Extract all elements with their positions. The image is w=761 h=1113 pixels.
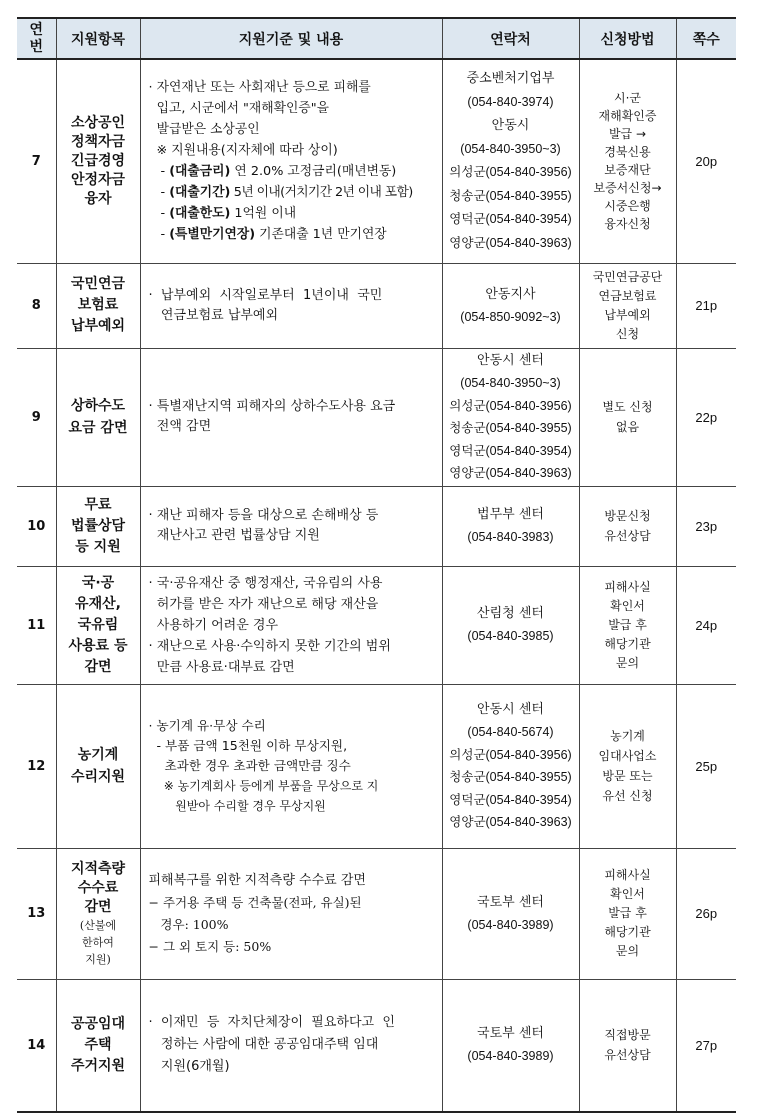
item-line: 소상공인 — [70, 114, 126, 131]
method-line: 피해사실 — [604, 579, 651, 594]
table-row — [17, 348, 736, 486]
method-line: 유선 신청 — [602, 789, 653, 803]
desc-line: 연금보험료 납부예외 — [148, 307, 279, 323]
header-method: 신청방법 — [579, 18, 676, 59]
header-row — [17, 18, 736, 59]
row-contact — [442, 59, 579, 263]
contact-line: 중소벤처기업부 — [466, 71, 555, 87]
row-method — [579, 848, 676, 979]
method-line: 보증서신청→ — [593, 181, 662, 196]
row-item — [56, 979, 140, 1112]
row-description — [140, 566, 442, 684]
desc-line — [149, 161, 436, 182]
contact-line: 안동시 센터 — [477, 352, 544, 368]
item-line: 등 지원 — [75, 538, 121, 555]
contact-line: 의성군(054-840-3956) — [449, 747, 572, 762]
desc-line — [149, 182, 436, 203]
method-line: 유선상담 — [604, 1048, 651, 1063]
item-note-line: 한하여 — [82, 935, 114, 949]
row-description — [140, 979, 442, 1112]
row-page: 21p — [676, 263, 736, 348]
method-line: 발급 후 — [608, 617, 647, 632]
contact-line: 산림청 센터 — [477, 606, 544, 621]
desc-line: · 재난으로 사용·수익하지 못한 기간의 범위 — [148, 638, 391, 654]
row-number: 9 — [17, 348, 56, 486]
row-contact — [442, 566, 579, 684]
row-description — [140, 848, 442, 979]
table-row — [17, 59, 736, 263]
desc-line: 지원(6개월) — [148, 1059, 230, 1075]
row-item — [56, 486, 140, 566]
contact-line: 안동시 센터 — [477, 701, 544, 717]
item-line: 보험료 — [77, 297, 119, 313]
contact-line: 청송군(054-840-3955) — [449, 188, 572, 203]
term-detail: 기존대출 1년 만기연장 — [255, 227, 387, 243]
desc-line: · 재난 피해자 등을 대상으로 손해배상 등 — [148, 508, 379, 523]
row-number: 11 — [17, 566, 56, 684]
desc-line: · 납부예외 시작일로부터 1년이내 국민 — [148, 287, 383, 303]
method-line: 문의 — [615, 944, 640, 958]
item-line: 요금 감면 — [68, 420, 128, 436]
contact-line: 국토부 센터 — [477, 1026, 544, 1042]
contact-line: 의성군(054-840-3956) — [449, 165, 572, 180]
item-note-line: 지원) — [85, 952, 111, 966]
contact-line: (054-840-3989) — [467, 1049, 554, 1064]
contact-line: (054-840-3950~3) — [460, 141, 561, 156]
desc-line: 만큼 사용료·대부료 감면 — [148, 659, 295, 675]
row-contact — [442, 684, 579, 848]
item-line: 유재산, — [75, 595, 121, 612]
item-line: 감면 — [84, 898, 112, 915]
term: (대출한도) — [169, 206, 231, 222]
term-detail: 1억원 이내 — [230, 206, 297, 222]
row-number: 14 — [17, 979, 56, 1112]
header-contact: 연락처 — [442, 18, 579, 59]
method-line: 임대사업소 — [598, 749, 657, 763]
row-description — [140, 263, 442, 348]
contact-line: 청송군(054-840-3955) — [449, 421, 572, 435]
contact-line: 영덕군(054-840-3954) — [449, 792, 572, 807]
desc-line: ※ 지원내용(지자체에 따라 상이) — [156, 143, 338, 159]
item-line: 감면 — [84, 658, 112, 675]
item-note-line: (산불에 — [79, 918, 117, 932]
row-contact — [442, 486, 579, 566]
header-item: 지원항목 — [56, 18, 140, 59]
row-contact — [442, 348, 579, 486]
row-method — [579, 263, 676, 348]
method-line: 농기계 — [610, 729, 645, 743]
method-line: 재해확인증 — [598, 109, 657, 124]
row-item — [56, 848, 140, 979]
desc-line: 전액 감면 — [148, 419, 212, 434]
item-line: 국·공 — [81, 574, 115, 591]
table-row — [17, 566, 736, 684]
dash: - — [160, 227, 170, 243]
method-line: 문의 — [615, 655, 640, 670]
item-line: 주택 — [84, 1036, 112, 1053]
method-line: 해당기관 — [604, 925, 651, 939]
table-row — [17, 263, 736, 348]
desc-line: · 특별재난지역 피해자의 상하수도사용 요금 — [148, 399, 396, 414]
row-method — [579, 59, 676, 263]
row-page: 25p — [676, 684, 736, 848]
desc-line: 입고, 시군에서 "재해확인증"을 — [148, 101, 329, 117]
method-line: 없음 — [615, 420, 640, 434]
row-method — [579, 684, 676, 848]
dash: - — [160, 164, 170, 180]
row-item — [56, 684, 140, 848]
desc-line: 경우: 100% — [148, 916, 229, 932]
header-criteria: 지원기준 및 내용 — [140, 18, 442, 59]
row-description — [140, 59, 442, 263]
method-line: 발급 → — [608, 127, 647, 142]
contact-line: 영덕군(054-840-3954) — [449, 212, 572, 227]
method-line: 국민연금공단 — [592, 269, 663, 284]
method-line: 방문신청 — [604, 509, 651, 523]
method-line: 발급 후 — [608, 906, 647, 920]
desc-line: · 국·공유재산 중 행정재산, 국유림의 사용 — [148, 575, 383, 591]
desc-line: 발급받은 소상공인 — [148, 122, 260, 138]
item-line: 농기계 — [77, 747, 119, 763]
desc-line: − 주거용 주택 등 건축물(전파, 유실)된 — [148, 894, 362, 910]
method-line: 경북신용 — [604, 145, 651, 160]
row-contact — [442, 979, 579, 1112]
item-line: 법률상담 — [70, 517, 126, 534]
desc-line: · 농기계 유·무상 수리 — [148, 718, 266, 733]
method-line: 연금보험료 — [598, 288, 657, 303]
contact-line: 의성군(054-840-3956) — [449, 398, 572, 413]
table-row — [17, 848, 736, 979]
row-item — [56, 59, 140, 263]
row-number: 8 — [17, 263, 56, 348]
item-line: 융자 — [84, 190, 112, 207]
row-method — [579, 566, 676, 684]
item-line: 사용료 등 — [68, 637, 128, 654]
row-page: 23p — [676, 486, 736, 566]
contact-line: 영양군(054-840-3963) — [449, 466, 572, 480]
support-table — [17, 17, 736, 1113]
item-line: 수수료 — [77, 879, 119, 896]
row-page: 24p — [676, 566, 736, 684]
contact-line: (054-840-3985) — [467, 629, 554, 643]
desc-line: 정하는 사람에 대한 공공임대주택 임대 — [148, 1037, 379, 1053]
row-number: 13 — [17, 848, 56, 979]
desc-line: 피해복구를 위한 지적측량 수수료 감면 — [148, 872, 366, 888]
row-contact — [442, 848, 579, 979]
row-page: 22p — [676, 348, 736, 486]
header-no-label: 연번 — [29, 21, 44, 55]
item-line: 수리지원 — [70, 769, 126, 785]
header-page: 쪽수 — [676, 18, 736, 59]
term-detail: 연 2.0% 고정금리(매년변동) — [230, 164, 397, 180]
header-no — [17, 18, 56, 59]
contact-line: 법무부 센터 — [477, 507, 544, 522]
desc-line: − 그 외 토지 등: 50% — [148, 938, 272, 954]
method-line: 시중은행 — [604, 199, 651, 214]
method-line: 별도 신청 — [602, 400, 653, 414]
contact-line: (054-850-9092~3) — [460, 309, 561, 324]
row-page: 26p — [676, 848, 736, 979]
contact-line: 영양군(054-840-3963) — [449, 235, 572, 250]
item-line: 국민연금 — [70, 276, 126, 292]
table-row — [17, 979, 736, 1112]
contact-line: (054-840-3989) — [467, 917, 554, 932]
row-method — [579, 348, 676, 486]
row-item — [56, 566, 140, 684]
method-line: 방문 또는 — [602, 769, 653, 783]
contact-line: 청송군(054-840-3955) — [449, 770, 572, 784]
desc-line: · 이재민 등 자치단체장이 필요하다고 인 — [148, 1015, 395, 1031]
method-line: 직접방문 — [604, 1028, 651, 1043]
term: (대출금리) — [169, 164, 231, 180]
contact-line: 안동시 — [491, 118, 530, 134]
method-line: 유선상담 — [604, 529, 651, 543]
desc-line: ※ 농기계회사 등에게 부품을 무상으로 지 — [148, 779, 379, 793]
method-line: 확인서 — [610, 598, 645, 613]
contact-line: (054-840-5674) — [467, 725, 554, 739]
method-line: 해당기관 — [604, 636, 651, 651]
desc-line: 허가를 받은 자가 재난으로 해당 재산을 — [148, 596, 379, 612]
desc-line: 재난사고 관련 법률상담 지원 — [148, 528, 320, 543]
contact-line: 영덕군(054-840-3954) — [449, 443, 572, 458]
item-line: 긴급경영 — [70, 152, 126, 169]
desc-line: 초과한 경우 초과한 금액만큼 징수 — [148, 758, 351, 773]
contact-line: (054-840-3974) — [467, 94, 554, 109]
item-line: 납부예외 — [70, 318, 126, 334]
contact-line: 국토부 센터 — [477, 894, 544, 910]
row-description — [140, 684, 442, 848]
row-item — [56, 263, 140, 348]
item-line: 지적측량 — [70, 860, 126, 877]
row-contact — [442, 263, 579, 348]
item-line: 안정자금 — [70, 171, 126, 188]
desc-line: - 부품 금액 15천원 이하 무상지원, — [148, 738, 348, 753]
term-detail: 5년 이내(거치기간 2년 이내 포함) — [230, 185, 413, 201]
item-line: 정책자금 — [70, 133, 126, 150]
desc-line: 원받아 수리할 경우 무상지원 — [148, 799, 326, 813]
desc-line — [149, 224, 436, 245]
dash: - — [160, 185, 170, 201]
row-description — [140, 348, 442, 486]
desc-line — [149, 203, 436, 224]
dash: - — [160, 206, 170, 222]
item-line: 국유림 — [77, 616, 119, 633]
method-line: 신청 — [615, 326, 640, 341]
desc-line: · 자연재난 또는 사회재난 등으로 피해를 — [148, 80, 371, 96]
method-line: 융자신청 — [604, 217, 651, 232]
row-number: 10 — [17, 486, 56, 566]
row-method — [579, 979, 676, 1112]
row-method — [579, 486, 676, 566]
method-line: 보증재단 — [604, 163, 651, 178]
contact-line: (054-840-3950~3) — [460, 376, 561, 390]
contact-line: 안동지사 — [485, 286, 536, 302]
row-page: 20p — [676, 59, 736, 263]
item-line: 상하수도 — [70, 398, 126, 414]
method-line: 피해사실 — [604, 868, 651, 882]
desc-line: 사용하기 어려운 경우 — [148, 617, 279, 633]
method-line: 납부예외 — [604, 307, 651, 322]
term: (특별만기연장) — [169, 227, 256, 243]
row-item — [56, 348, 140, 486]
method-line: 확인서 — [610, 887, 645, 901]
item-line: 무료 — [84, 496, 112, 513]
method-line: 시·군 — [614, 91, 641, 106]
row-description — [140, 486, 442, 566]
term: (대출기간) — [169, 185, 231, 201]
row-number: 12 — [17, 684, 56, 848]
contact-line: 영양군(054-840-3963) — [449, 815, 572, 829]
table-row — [17, 684, 736, 848]
contact-line: (054-840-3983) — [467, 530, 554, 544]
item-line: 공공임대 — [70, 1015, 126, 1032]
row-number: 7 — [17, 59, 56, 263]
item-line: 주거지원 — [70, 1057, 126, 1074]
row-page: 27p — [676, 979, 736, 1112]
table-row — [17, 486, 736, 566]
